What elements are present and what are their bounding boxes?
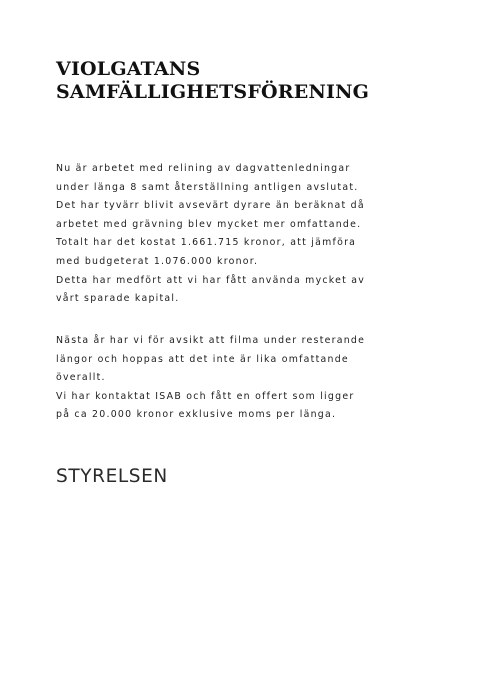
paragraph-line: med budgeterat 1.076.000 kronor.	[56, 255, 259, 267]
paragraph-line: överallt.	[56, 372, 106, 384]
paragraph-next-year-plan	[56, 332, 436, 425]
signature: STYRELSEN	[56, 466, 168, 487]
paragraph-line: arbetet med grävning blev mycket mer omfattande.	[56, 218, 362, 230]
paragraph-line: under länga 8 samt återställning antligen avslutat.	[56, 181, 359, 193]
paragraph-line: längor och hoppas att det inte är lika omfattande	[56, 353, 349, 365]
paragraph-line: Det har tyvärr blivit avsevärt dyrare än beräknat då	[56, 200, 365, 212]
title-line-1: VIOLGATANS	[56, 58, 201, 80]
paragraph-line: Nästa år har vi för avsikt att filma under resterande	[56, 335, 366, 346]
paragraph-line: Detta har medfört att vi har fått använda mycket av	[56, 274, 366, 286]
paragraph-line: Totalt har det kostat 1.661.715 kronor, att jämföra	[56, 237, 357, 249]
association-title	[56, 58, 369, 104]
paragraph-line: på ca 20.000 kronor exklusive moms per länga.	[56, 409, 337, 421]
paragraph-line: Nu är arbetet med relining av dagvattenledningar	[56, 163, 351, 174]
paragraph-line: Vi har kontaktat ISAB och fått en offert som ligger	[56, 390, 355, 402]
title-line-2: SAMFÄLLIGHETSFÖRENING	[56, 81, 370, 103]
paragraph-line: vårt sparade kapital.	[56, 293, 180, 305]
paragraph-relining-report	[56, 160, 436, 309]
